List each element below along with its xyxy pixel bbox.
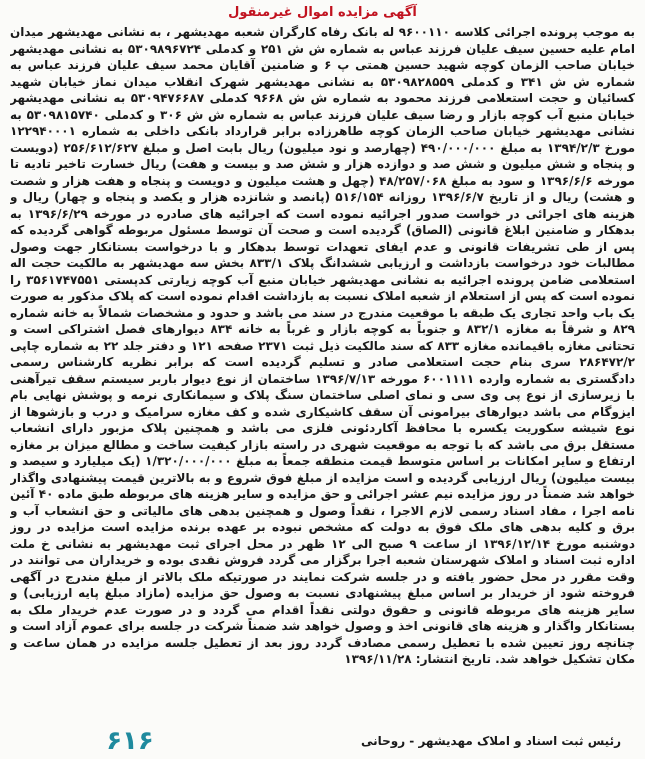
notice-title: آگهی مزایده اموال غیرمنقول [228, 5, 417, 20]
notice-signature: رئیس ثبت اسناد و املاک مهدیشهر - روحانی [360, 734, 621, 748]
notice-body: به موجب پرونده اجرائی کلاسه ۹۶۰۰۱۱۰ له بانک رفاه کارگران شعبه مهدیشهر ، به نشانی مهدیشهر میدان امام علیه حسین سیف علیان فرزند عباس به شماره ش ش ۲۵۱ و کدملی ۵۳۰۹۸۹۶۷۲۴ به نشانی مهدیشهر خیابان صاحب الزمان کوچه شهید حسین همتی پ ۶ و ضامنین آقایان محمد سیف علیان فرزند عباس به شماره ش ش ۳۴۱ و کدملی ۵۳۰۹۸۲۸۵۵۹ به نشانی مهدیشهر شهرک انقلاب میدان نماز خیابان شهید کسائیان و حجت استعلامی فرزند محمود به شماره ش ش ۹۶۶۸ کدملی ۵۳۰۹۴۷۶۶۸۷ به نشانی مهدیشهر خیابان منبع آب کوچه بازار و رضا سیف علیان فرزند عباس به شماره ش ش ۳۰۶ و کدملی ۵۳۰۹۸۱۵۷۴۰ به نشانی مهدیشهر خیابان صاحب الزمان کوچه طاهرزاده برابر قرارداد بانکی داخلی به شماره ۱۲۲۹۴۰۰۰۱ مورخ ۱۳۹۴/۲/۳ به مبلغ ۴۹۰/۰۰۰/۰۰۰ (چهارصد و نود میلیون) ریال بابت اصل و مبلغ ۲۵۶/۶۱۲/۶۲۷ (دویست و پنجاه و شش میلیون و شش صد و دوازده هزار و شش صد و بیست و هفت) ریال خسارت تاخیر تادیه تا مورخه ۱۳۹۶/۶/۶ و سود به مبلغ ۴۸/۲۵۷/۰۶۸ (چهل و هشت میلیون و دویست و پنجاه و هفت هزار و شصت و هشت) ریال و از تاریخ ۱۳۹۶/۶/۷ روزانه ۵۱۶/۱۵۴ (پانصد و شانزده هزار و یکصد و پنجاه و چهار) ریال و هزینه های اجرائی در خواست صدور اجرائیه نموده است که اجرائیه های صادره در مورخه ۱۳۹۶/۶/۲۹ به بدهکار و ضامنین ابلاغ قانونی (الصاق) گردیده است و صحت آن توسط مسئول مربوطه گواهی گردیده که پس از طی تشریفات قانونی و عدم ایفای تعهدات توسط بدهکار و با درخواست بستانکار جهت وصول مطالبات خود درخواست بازداشت و ارزیابی ششدانگ پلاک ۸۳۳/۱ بخش سه مهدیشهر به مالکیت حجت اله استعلامی ضامن پرونده اجرائیه به نشانی مهدیشهر خیابان منبع آب کوچه زیارتی کدپستی ۳۵۶۱۷۴۷۵۵۱ را نموده است که پس از استعلام از شعبه املاک نسبت به بازداشت اقدام نموده است که پلاک مذکور به صورت یک باب واحد تجاری یک طبقه با موقعیت مندرج در سند می باشد و حدود و مشخصات شمالاً به خانه شماره ۸۲۹ و شرقاً به مغازه ۸۳۲/۱ و جنوباً به کوچه بازار و غرباً به خانه ۸۳۴ دیوارهای فصل اشتراکی است و تحتانی مغازه باقیمانده مغازه ۸۳۳ که سند مالکیت ذیل ثبت ۲۳۷۱ صفحه ۱۲۱ و دفتر جلد ۲۲ به شماره چاپی ۲۸۶۴۷۲/۲ سری بنام حجت استعلامی صادر و تسلیم گردیده است که برابر نظریه کارشناس رسمی دادگستری به شماره وارده ۶۰۰۱۱۱۱ مورخه ۱۳۹۶/۷/۱۳ ساختمان از نوع دیوار باربر سیستم سقف تیرآهنی با زیرسازی از نوع پی وی سی و نمای اصلی ساختمان سنگ پلاک و سیمانکاری نرمه و پوشش نهایی بام ایزوگام می باشد دیوارهای بیرامونی آن سقف کاشیکاری شده و کف مغازه سرامیک و درب و بازشوها از نوع شیشه سکوریت یکسره با محافظ آکاردئونی فلزی می باشد و همچنین پلاک مزبور دارای انشعاب مستقل برق می باشد که با توجه به موقعیت شهری در راسته بازار کیفیت ساخت و مطالع میزان بر مغازه ارتفاع و سایر امکانات بر اساس متوسط قیمت منطقه جمعاً به مبلغ ۱/۳۲۰/۰۰۰/۰۰۰ (یک میلیارد و سیصد و بیست میلیون) ریال ارزیابی گردیده و است مزایده از مبلغ فوق شروع و به بالاترین قیمت پیشنهادی واگذار خواهد شد ضمناً در روز مزایده نیم عشر اجرائی و حق مزایده و سایر هزینه های مربوطه طبق ماده ۴۰ آئین نامه اجرا ، مفاد اسناد رسمی لازم الاجرا ، نقداً وصول و همچنین بدهی های مالیاتی و حق انشعاب آب و برق و کلیه بدهی های ملک فوق به دولت که مشخص نبوده بر عهده برنده مزایده است مزایده در روز دوشنبه مورخ ۱۳۹۶/۱۲/۱۴ از ساعت ۹ صبح الی ۱۲ ظهر در محل اجرای ثبت مهدیشهر به نشانی خ ملت اداره ثبت اسناد و املاک شهرستان شعبه اجرا برگزار می گردد فروش نقدی بوده و خریداران می توانند در وقت مقرر در محل حضور یافته و در جلسه شرکت نمایند در صورتیکه ملک بالاتر از مبلغ مندرج در آگهی فروخته شود از خریدار بر اساس مبلغ پیشنهادی نسبت به وصول حق مزایده (مازاد مبلغ پایه ارزیابی) و سایر هزینه های مربوطه قانونی و حقوق دولتی نقداً اقدام می گردد و در صورت عدم خریدار ملک به بستانکار واگذار و هزینه های قانونی اخذ و وصول خواهد شد ضمناً شرکت در جلسه برای عموم آزاد است و چنانچه روز تعیین شده با تعطیل رسمی مصادف گردد روز بعد از تعطیل جلسه مزایده در همان ساعت و مکان تشکیل خواهد شد. تاریخ انتشار: ۱۳۹۶/۱۱/۲۸ [10, 25, 635, 666]
handwritten-number-stamp [70, 723, 190, 757]
stamp-number: ۶۱۶ [106, 726, 154, 756]
